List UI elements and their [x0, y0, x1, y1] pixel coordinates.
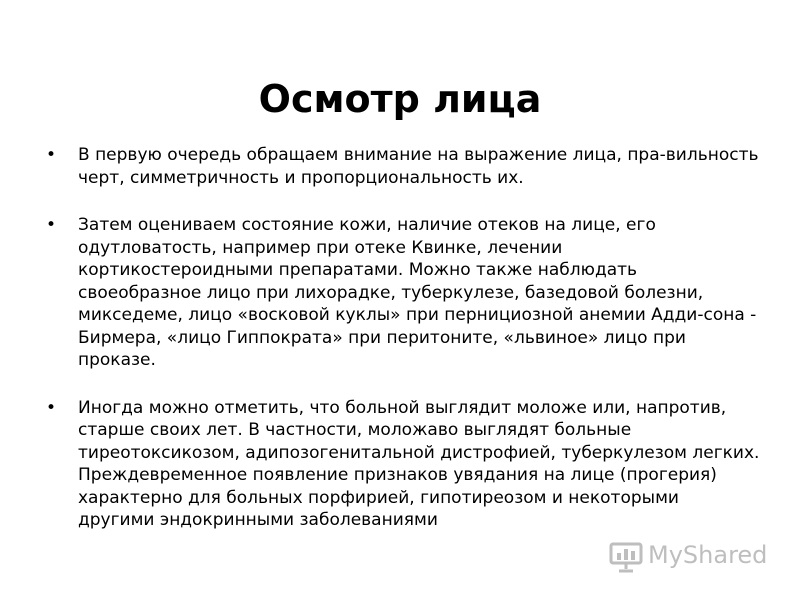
bullet-text: Затем оцениваем состояние кожи, наличие отеков на лице, его одутловатость, например при отеке Квинке, лечении кортикостероидными препаратами. Можно также наблюдать своеобразное лицо при лихорадке, туберкулезе, базедовой болезни, микседеме, лицо «восковой куклы» при пернициозной анемии Адди-сона - Бирмера, «лицо Гиппократа» при перитоните, «львиное» лицо при проказе. [78, 215, 757, 370]
bullet-item [44, 214, 760, 372]
slide-title: Осмотр лица [258, 77, 542, 122]
watermark-logo [608, 538, 768, 574]
bullet-marker: • [45, 145, 57, 165]
bullet-item [44, 397, 760, 532]
bullet-list [44, 144, 760, 557]
bullet-marker: • [45, 215, 57, 235]
watermark-text: MyShared [648, 541, 768, 569]
bullet-item [44, 144, 760, 189]
presentation-board-icon [608, 538, 644, 574]
bullet-text: В первую очередь обращаем внимание на выражение лица, пра-вильность черт, симметричность и пропорциональность их. [78, 145, 759, 188]
bullet-text: Иногда можно отметить, что больной выглядит моложе или, напротив, старше своих лет. В частности, моложаво выглядят больные тиреотоксикозом, адипозогенитальной дистрофией, туберкулезом легких. Преждевременное появление признаков увядания на лице (прогерия) характерно для больных порфирией, гипотиреозом и некоторыми другими эндокринными заболеваниями [78, 397, 760, 530]
bullet-marker: • [45, 397, 57, 418]
